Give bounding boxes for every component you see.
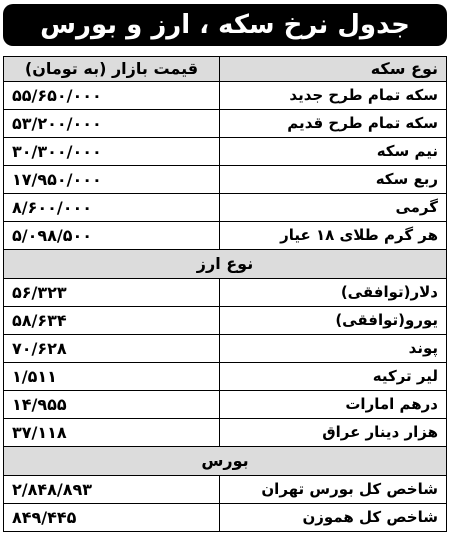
table-header-row (4, 57, 447, 82)
coin-price: ۸/۶۰۰/۰۰۰ (4, 194, 220, 222)
currency-name: لیر ترکیه (220, 363, 447, 391)
currency-name: دلار(توافقی) (220, 279, 447, 307)
currency-price: ۱/۵۱۱ (4, 363, 220, 391)
currency-price: ۳۷/۱۱۸ (4, 419, 220, 447)
index-value: ۸۴۹/۴۴۵ (4, 504, 220, 532)
coin-price: ۵۵/۶۵۰/۰۰۰ (4, 82, 220, 110)
section-title-currency: نوع ارز (4, 250, 447, 279)
table-row (4, 194, 447, 222)
table-row (4, 391, 447, 419)
table-row (4, 476, 447, 504)
table-row (4, 166, 447, 194)
currency-price: ۵۶/۳۲۳ (4, 279, 220, 307)
section-header-currency (4, 250, 447, 279)
coin-price: ۵۳/۲۰۰/۰۰۰ (4, 110, 220, 138)
currency-name: یورو(توافقی) (220, 307, 447, 335)
index-value: ۲/۸۴۸/۸۹۳ (4, 476, 220, 504)
currency-name: هزار دینار عراق (220, 419, 447, 447)
index-name: شاخص کل بورس تهران (220, 476, 447, 504)
table-row (4, 279, 447, 307)
header-coin-type: نوع سکه (220, 57, 447, 82)
coin-name: سکه تمام طرح قدیم (220, 110, 447, 138)
coin-name: هر گرم طلای ۱۸ عیار (220, 222, 447, 250)
table-row (4, 504, 447, 532)
title-bar (3, 4, 447, 46)
table-row (4, 419, 447, 447)
header-market-price: قیمت بازار (به تومان) (4, 57, 220, 82)
coin-name: نیم سکه (220, 138, 447, 166)
currency-name: پوند (220, 335, 447, 363)
currency-price: ۱۴/۹۵۵ (4, 391, 220, 419)
coin-name: سکه تمام طرح جدید (220, 82, 447, 110)
currency-price: ۷۰/۶۲۸ (4, 335, 220, 363)
index-name: شاخص کل هموزن (220, 504, 447, 532)
rates-table (3, 56, 447, 532)
coin-price: ۵/۰۹۸/۵۰۰ (4, 222, 220, 250)
coin-name: گرمی (220, 194, 447, 222)
table-row (4, 82, 447, 110)
table-row (4, 307, 447, 335)
section-header-bourse (4, 447, 447, 476)
table-row (4, 363, 447, 391)
page-title: جدول نرخ سکه ، ارز و بورس (40, 10, 410, 40)
section-title-bourse: بورس (4, 447, 447, 476)
coin-price: ۳۰/۳۰۰/۰۰۰ (4, 138, 220, 166)
currency-name: درهم امارات (220, 391, 447, 419)
coin-name: ربع سکه (220, 166, 447, 194)
coin-price: ۱۷/۹۵۰/۰۰۰ (4, 166, 220, 194)
currency-price: ۵۸/۶۳۴ (4, 307, 220, 335)
table-row (4, 335, 447, 363)
table-row (4, 138, 447, 166)
table-row (4, 222, 447, 250)
table-row (4, 110, 447, 138)
